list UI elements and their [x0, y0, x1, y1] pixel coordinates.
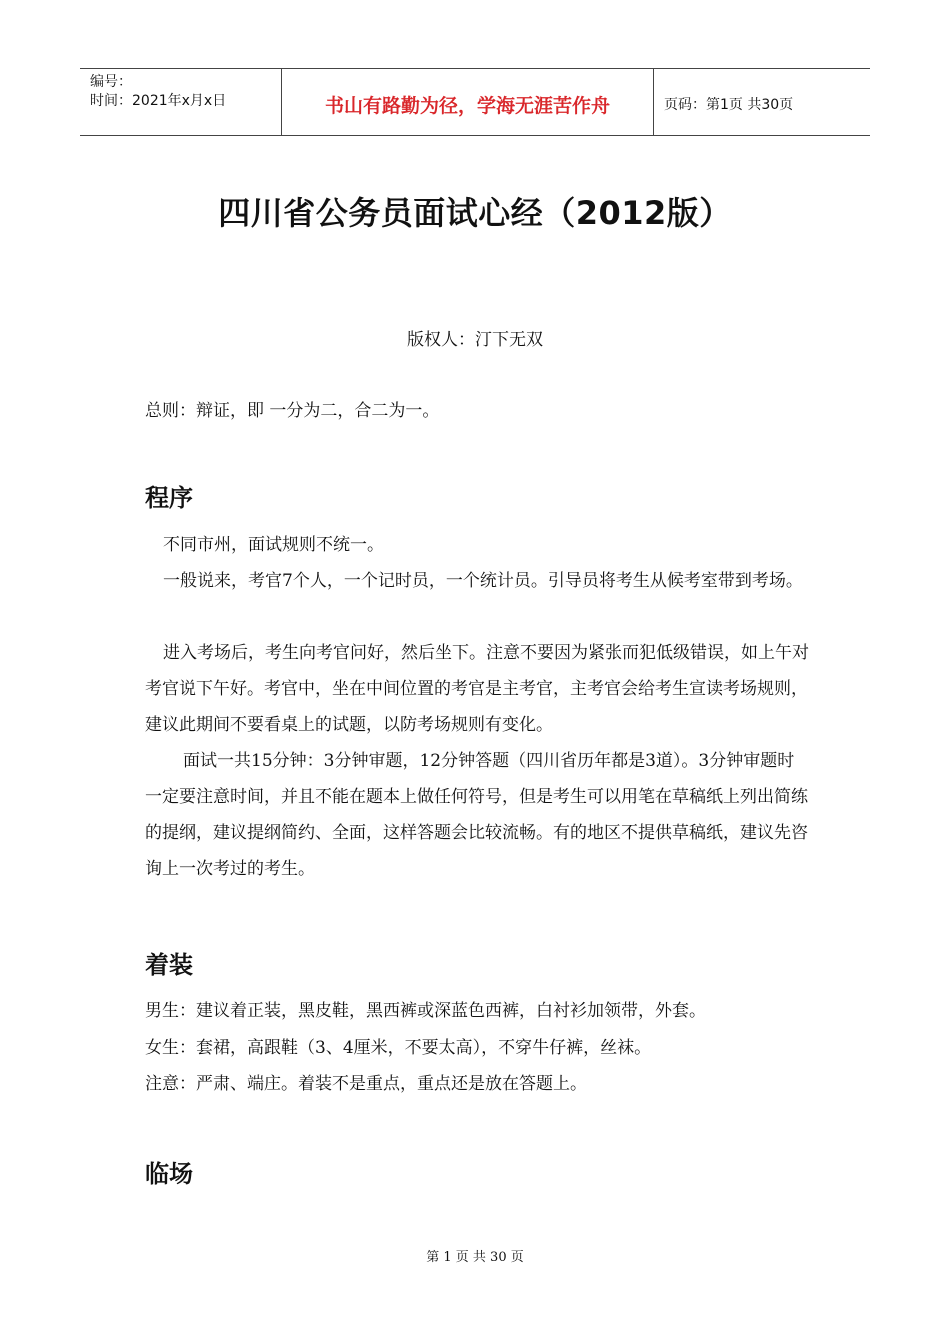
document-author: 版权人：汀下无双: [407, 330, 543, 350]
document-number-label: 编号：: [90, 74, 132, 90]
attire-paragraph: 注意：严肃、端庄。着装不是重点，重点还是放在答题上。: [145, 1074, 587, 1094]
document-time-label: 时间：2021年x月x日: [90, 93, 227, 109]
procedure-paragraph: 一般说来，考官7个人，一个记时员，一个统计员。引导员将考生从候考室带到考场。: [163, 571, 803, 591]
header-page-info: 页码：第1页 共30页: [664, 97, 794, 113]
general-principle: 总则：辩证，即 一分为二，合二为一。: [145, 401, 440, 421]
page-footer: 第 1 页 共 30 页: [426, 1250, 524, 1265]
attire-paragraph: 男生：建议着正装，黑皮鞋，黑西裤或深蓝色西裤，白衬衫加领带，外套。: [145, 1001, 706, 1021]
section-heading-attire: 着装: [145, 951, 193, 979]
page-header: [80, 68, 870, 136]
attire-paragraph: 女生：套裙，高跟鞋（3、4厘米，不要太高），不穿牛仔裤，丝袜。: [145, 1038, 652, 1058]
procedure-paragraph: 面试一共15分钟：3分钟审题，12分钟答题（四川省历年都是3道）。3分钟审题时一定要注意时间，并且不能在题本上做任何符号，但是考生可以用笔在草稿纸上列出简练的提纲，建议提纲简约、全面，这样答题会比较流畅。有的地区不提供草稿纸，建议先咨询上一次考过的考生。: [145, 751, 808, 879]
header-motto: 书山有路勤为径，学海无涯苦作舟: [282, 69, 654, 135]
procedure-paragraph: 进入考场后，考生向考官问好，然后坐下。注意不要因为紧张而犯低级错误，如上午对考官说下午好。考官中，坐在中间位置的考官是主考官，主考官会给考生宣读考场规则，建议此期间不要看桌上的试题，以防考场规则有变化。: [145, 643, 809, 735]
section-heading-onsite: 临场: [145, 1160, 193, 1188]
section-heading-procedure: 程序: [145, 484, 193, 512]
header-meta: [80, 69, 282, 135]
document-title: 四川省公务员面试心经（2012版）: [218, 194, 732, 232]
procedure-paragraph: 不同市州，面试规则不统一。: [163, 535, 384, 555]
